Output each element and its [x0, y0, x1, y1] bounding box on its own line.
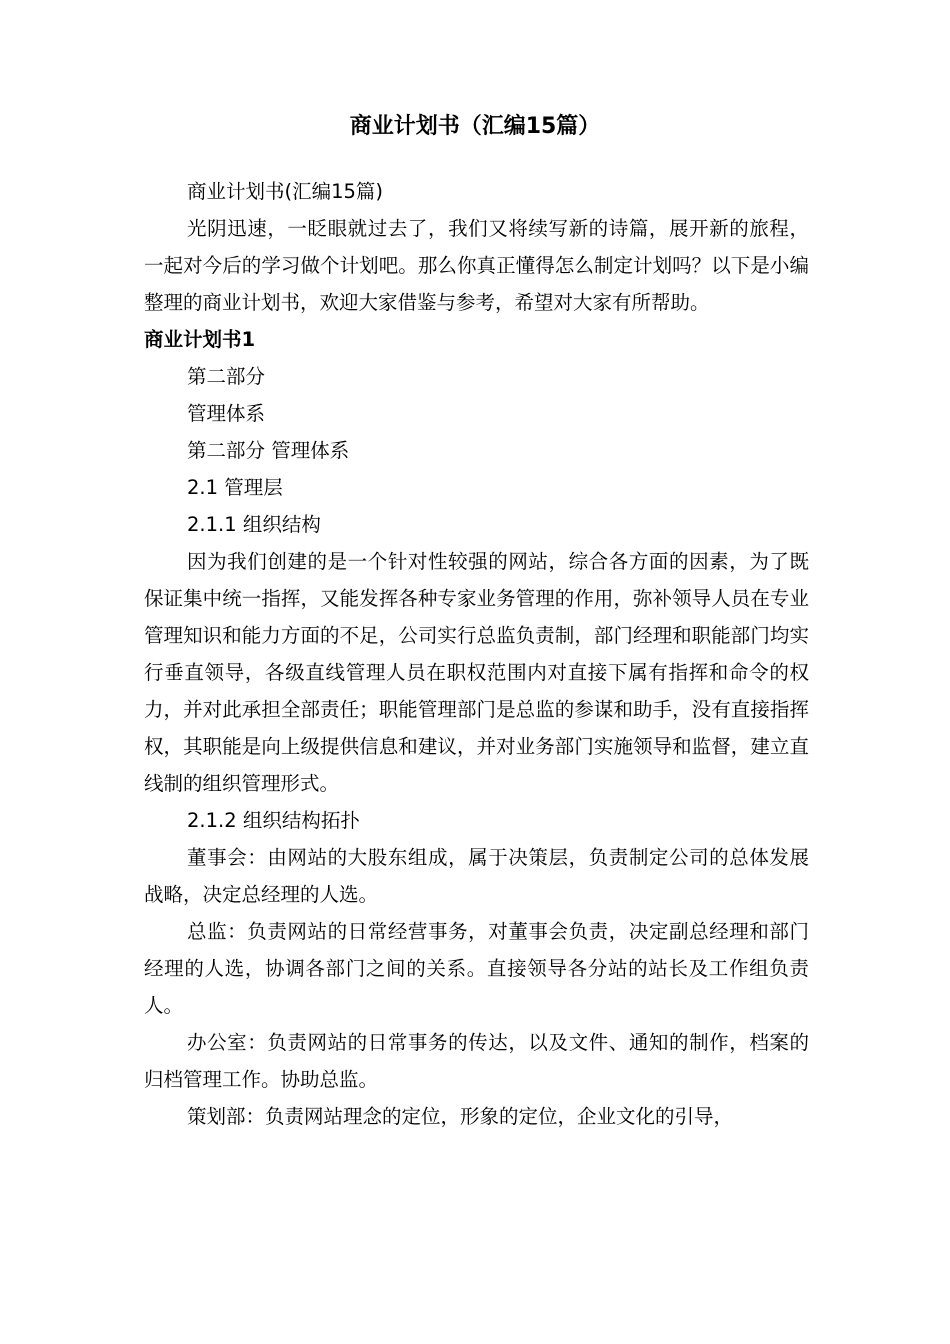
- paragraph: 总监：负责网站的日常经营事务，对董事会负责，决定副总经理和部门经理的人选，协调各部门之间的关系。直接领导各分站的站长及工作组负责人。: [144, 920, 809, 1017]
- paragraph: 办公室：负责网站的日常事务的传达，以及文件、通知的制作，档案的归档管理工作。协助总监。: [144, 1031, 809, 1091]
- paragraph: 2.1 管理层: [187, 476, 283, 499]
- paragraph: 管理体系: [187, 402, 266, 425]
- section-heading: 商业计划书1: [144, 328, 256, 351]
- paragraph: 2.1.2 组织结构拓扑: [187, 809, 360, 832]
- paragraph: 第二部分 管理体系: [187, 439, 350, 462]
- paragraph: 因为我们创建的是一个针对性较强的网站，综合各方面的因素，为了既保证集中统一指挥，又能发挥各种专家业务管理的作用，弥补领导人员在专业管理知识和能力方面的不足，公司实行总监负责制，部门经理和职能部门均实行垂直领导，各级直线管理人员在职权范围内对直接下属有指挥和命令的权力，并对此承担全部责任；职能管理部门是总监的参谋和助手，没有直接指挥权，其职能是向上级提供信息和建议，并对业务部门实施领导和监督，建立直线制的组织管理形式。: [144, 550, 809, 795]
- paragraph: 策划部：负责网站理念的定位，形象的定位，企业文化的引导，: [187, 1105, 734, 1128]
- document-body: [144, 173, 809, 1135]
- paragraph: 第二部分: [187, 365, 266, 388]
- paragraph: 光阴迅速，一眨眼就过去了，我们又将续写新的诗篇，展开新的旅程，一起对今后的学习做个计划吧。那么你真正懂得怎么制定计划吗？以下是小编整理的商业计划书，欢迎大家借鉴与参考，希望对大家有所帮助。: [144, 217, 809, 314]
- document-title: 商业计划书（汇编15篇）: [349, 114, 601, 139]
- paragraph: 董事会：由网站的大股东组成，属于决策层，负责制定公司的总体发展战略，决定总经理的人选。: [144, 846, 809, 906]
- paragraph: 2.1.1 组织结构: [187, 513, 321, 536]
- paragraph: 商业计划书(汇编15篇): [187, 180, 384, 203]
